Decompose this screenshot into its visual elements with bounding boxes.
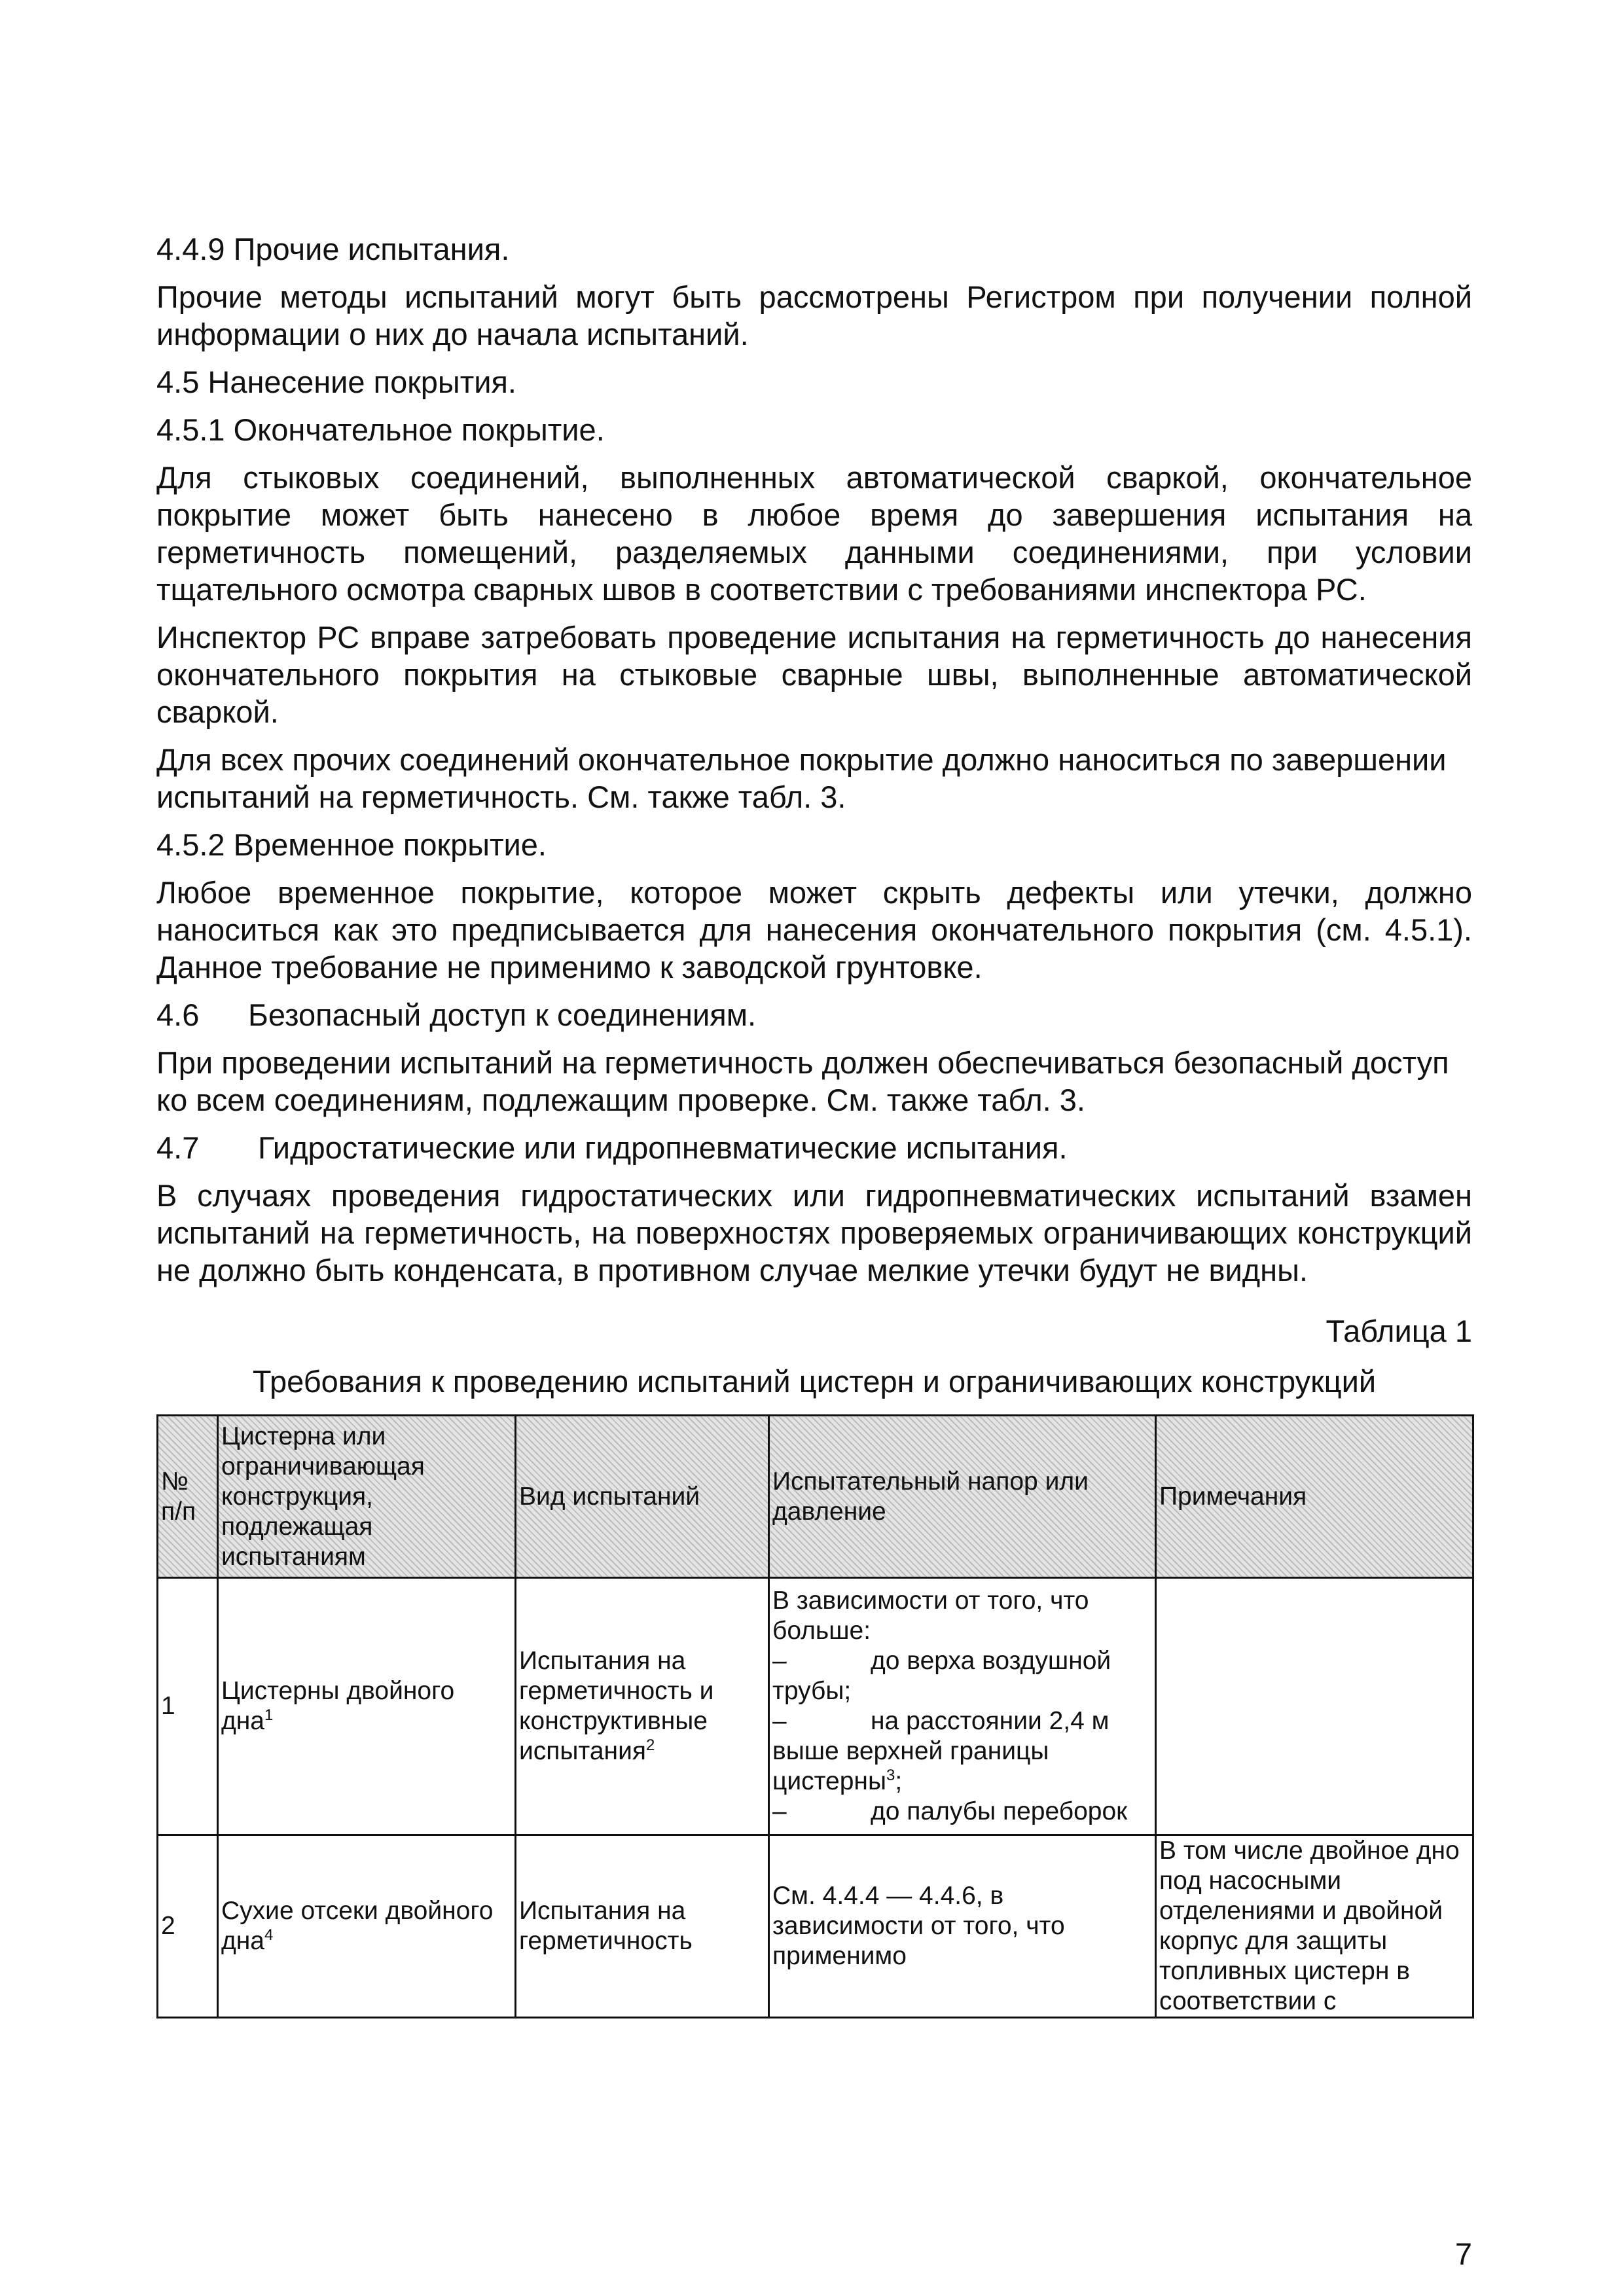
header-test-type: Вид испытаний: [516, 1416, 769, 1578]
row-1-pressure-item-3-dash: –: [772, 1797, 787, 1825]
row-1-pressure-item-1-dash: –: [772, 1647, 787, 1675]
section-4-6-title: Безопасный доступ к соединениям.: [248, 997, 757, 1032]
row-1-pressure-item-2: [772, 1706, 1152, 1797]
section-4-6-number: 4.6: [156, 997, 200, 1032]
row-1-pressure-intro: В зависимости от того, что больше:: [772, 1587, 1089, 1645]
requirements-table: [156, 1414, 1474, 2018]
row-1-structure-text: Цистерны двойного дна: [221, 1677, 455, 1735]
table-header-row: [158, 1416, 1473, 1578]
row-1-pressure-item-2-dash: –: [772, 1707, 787, 1735]
section-4-7-number: 4.7: [156, 1130, 200, 1165]
section-4-5-1-paragraph-3: Для всех прочих соединений окончательное покрытие должно наноситься по завершении испытаний на герметичность. См. также табл. 3.: [156, 742, 1447, 814]
header-structure: Цистерна или ограничивающая конструкция, подлежащая испытаниям: [218, 1416, 516, 1578]
section-4-6-text: При проведении испытаний на герметичность должен обеспечиваться безопасный доступ ко всем соединениям, подлежащим проверке. См. также табл. 3.: [156, 1045, 1449, 1117]
section-4-4-9-title: 4.4.9 Прочие испытания.: [156, 232, 510, 266]
row-1-num: 1: [158, 1578, 218, 1835]
header-notes: Примечания: [1156, 1416, 1473, 1578]
page-body: [156, 230, 1472, 2018]
row-2-pressure: См. 4.4.4 — 4.4.6, в зависимости от того, что применимо: [769, 1835, 1156, 2018]
row-1-pressure-item-2-footnote: 3: [886, 1767, 895, 1784]
row-2-structure: [218, 1835, 516, 2018]
section-4-6-heading: [156, 996, 1472, 1033]
row-1-test-type-footnote: 2: [646, 1736, 655, 1754]
row-1-notes: [1156, 1578, 1473, 1835]
row-1-test-type: [516, 1578, 769, 1835]
section-4-5-1-title: 4.5.1 Окончательное покрытие.: [156, 412, 605, 447]
page-number: 7: [1454, 2236, 1472, 2271]
section-4-5-2-title: 4.5.2 Временное покрытие.: [156, 827, 547, 862]
table-row: [158, 1835, 1473, 2018]
table-row: [158, 1578, 1473, 1835]
section-4-4-9-text: Прочие методы испытаний могут быть рассмотрены Регистром при получении полной информации о них до начала испытаний.: [156, 279, 1472, 351]
section-4-5-1-paragraph-2: Инспектор РС вправе затребовать проведение испытания на герметичность до нанесения окончательного покрытия на стыковые сварные швы, выполненные автоматической сваркой.: [156, 620, 1472, 729]
row-1-pressure-item-3-text: до палубы переборок: [871, 1797, 1128, 1825]
header-pressure: Испытательный напор или давление: [769, 1416, 1156, 1578]
row-2-notes: В том числе двойное дно под насосными отделениями и двойной корпус для защиты топливных цистерн в соответствии с: [1156, 1835, 1473, 2018]
row-1-pressure-item-1-text: до верха воздушной трубы;: [772, 1647, 1111, 1705]
section-4-7-title: Гидростатические или гидропневматические испытания.: [258, 1130, 1068, 1165]
section-4-5-2-text: Любое временное покрытие, которое может скрыть дефекты или утечки, должно наноситься как это предписывается для нанесения окончательного покрытия (см. 4.5.1). Данное требование не применимо к заводской грунтовке.: [156, 875, 1472, 984]
row-2-structure-text: Сухие отсеки двойного дна: [221, 1897, 494, 1955]
row-1-pressure-item-2-text: на расстоянии 2,4 м выше верхней границы цистерны: [772, 1707, 1110, 1795]
header-num: № п/п: [158, 1416, 218, 1578]
section-4-7-heading: [156, 1129, 1472, 1166]
row-1-structure-footnote: 1: [264, 1706, 274, 1724]
row-1-pressure-item-1: [772, 1646, 1152, 1706]
row-1-pressure: [769, 1578, 1156, 1835]
row-1-structure: [218, 1578, 516, 1835]
table-number-label: Таблица 1: [1326, 1314, 1472, 1348]
section-4-5-1-paragraph-1: Для стыковых соединений, выполненных автоматической сваркой, окончательное покрытие может быть нанесено в любое время до завершения испытания на герметичность помещений, разделяемых данными соединениями, при условии тщательного осмотра сварных швов в соответствии с требованиями инспектора РС.: [156, 460, 1472, 607]
row-2-structure-footnote: 4: [264, 1926, 274, 1944]
row-2-num: 2: [158, 1835, 218, 2018]
row-1-pressure-item-2-end: ;: [895, 1767, 903, 1795]
row-2-test-type: Испытания на герметичность: [516, 1835, 769, 2018]
row-1-pressure-item-3: [772, 1797, 1152, 1827]
row-1-test-type-text: Испытания на герметичность и конструктивные испытания: [519, 1647, 714, 1765]
section-4-7-text: В случаях проведения гидростатических или гидропневматических испытаний взамен испытаний на герметичность, на поверхностях проверяемых ограничивающих конструкций не должно быть конденсата, в противном случае мелкие утечки будут не видны.: [156, 1178, 1472, 1287]
table-caption: Требования к проведению испытаний цистерн и ограничивающих конструкций: [252, 1364, 1377, 1399]
section-4-5-title: 4.5 Нанесение покрытия.: [156, 365, 516, 399]
